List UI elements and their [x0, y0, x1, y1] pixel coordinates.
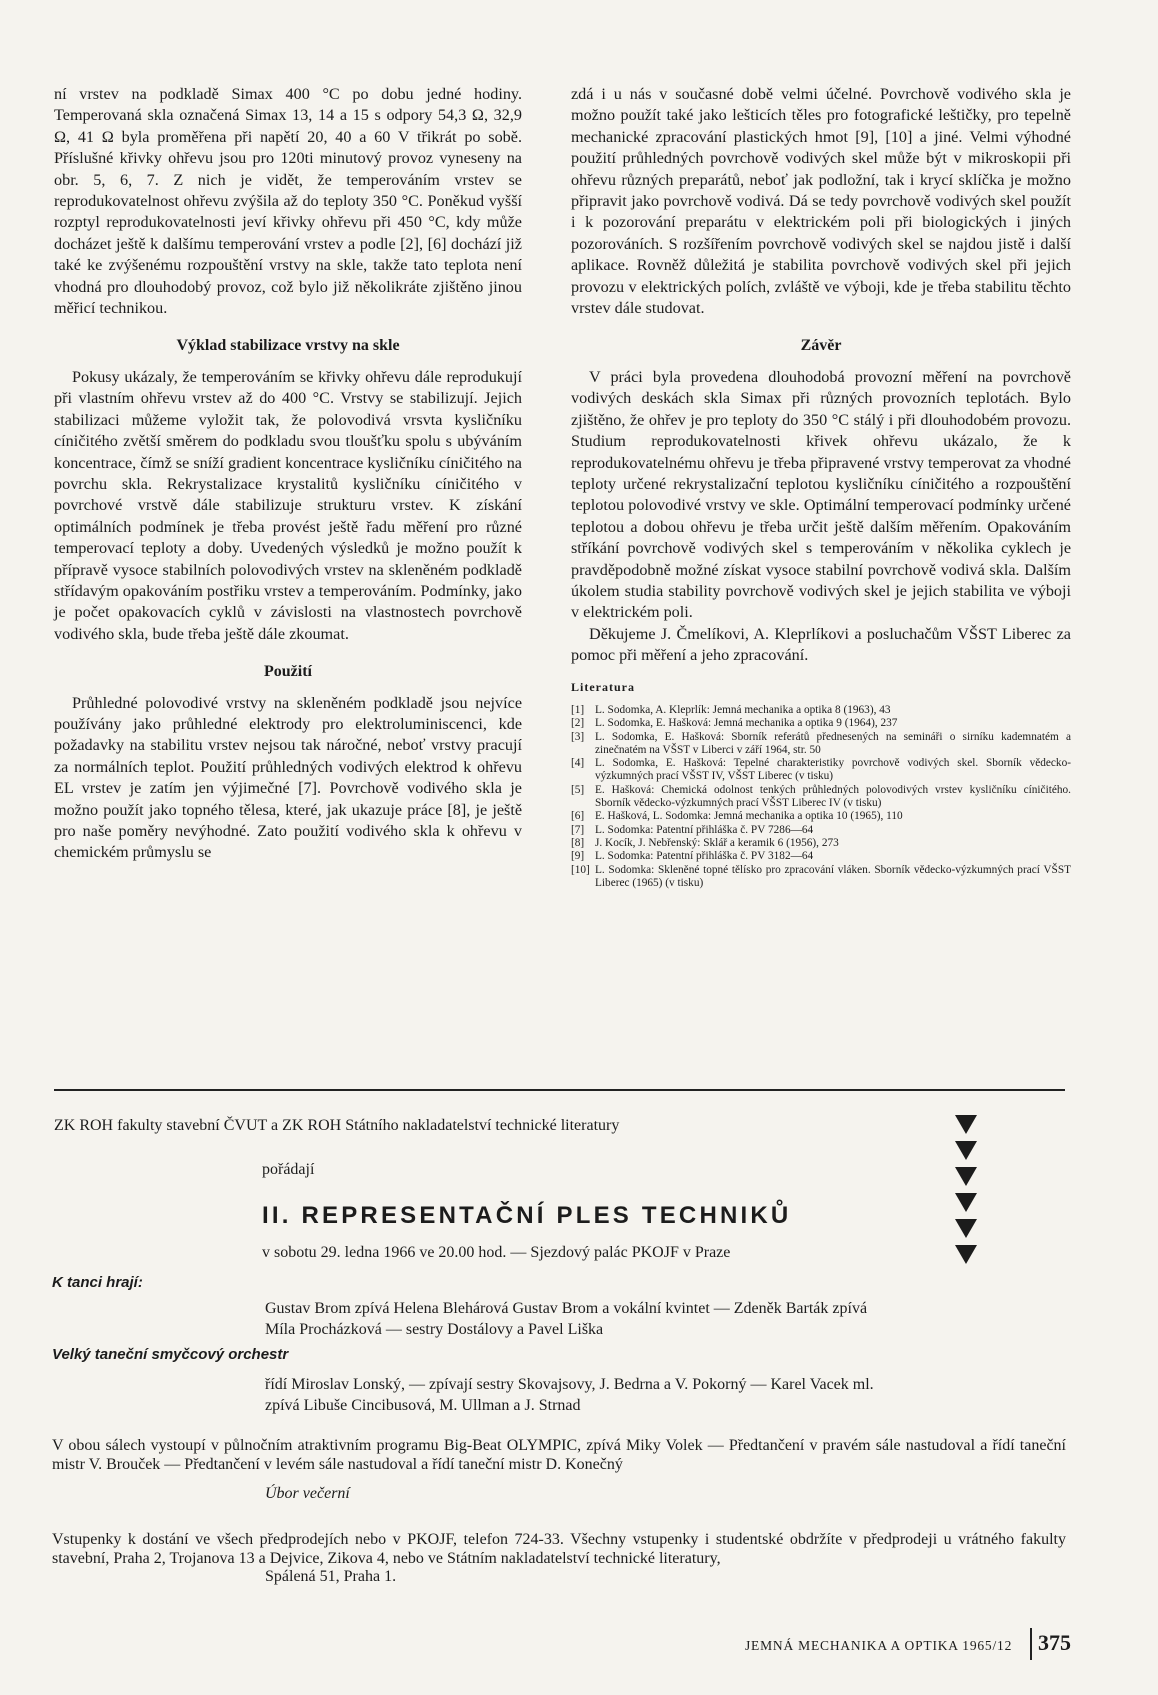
- reference-item: [571, 784, 1071, 811]
- reference-item: [571, 757, 1071, 784]
- ad-k-tanci: K tanci hrají:: [52, 1274, 143, 1291]
- triangle-icon: [955, 1141, 977, 1160]
- paragraph: Pokusy ukázaly, že temperováním se křivky ohřevu dále reprodukují při vlastním ohřevu vrstev až do 400 °C. Vrstvy se stabilizují. Jejich stabilizaci můžeme vyložit tak, že polovodivá vrsvta kysličníku cíničitého zvětší směrem do podkladu svou tloušťku spolu s ubýváním koncentrace, čímž se sníží gradient koncentrace kysličníku cíničitého na povrchu skla. Rekrystalizace krystalitů kysličníku cíničitého v povrchové vrstvě dále stabilizuje strukturu vrstev. K získání optimálních podmínek je třeba provést ještě řadu měření pro různé temperovací teploty a doby. Uvedených výsledků je možno použít k přípravě vysoce stabilních polovodivých vrstev na skleněném podkladě střídavým opakováním postřiku vrstev a temperováním. Podmínky, jako je počet opakovacích cyklů v závislosti na vlastnostech povrchově vodivého skla, bude třeba ještě dále zkoumat.: [54, 367, 522, 643]
- ad-program: V obou sálech vystoupí v půlnočním atraktivním programu Big-Beat OLYMPIC, zpívá Miky Volek — Předtančení v pravém sále nastudoval a řídí taneční mistr V. Brouček — Předtančení v levém sále nastudoval a řídí taneční mistr D. Konečný: [52, 1437, 1066, 1473]
- acknowledgement: Děkujeme J. Čmelíkovi, A. Kleprlíkovi a posluchačům VŠST Liberec za pomoc při měření a jeho zpracování.: [571, 624, 1071, 665]
- ad-organizers: ZK ROH fakulty stavební ČVUT a ZK ROH Státního nakladatelství technické literatury: [54, 1117, 620, 1134]
- reference-text: E. Hašková, L. Sodomka: Jemná mechanika a optika 10 (1965), 110: [595, 810, 903, 823]
- references-list: [571, 704, 1071, 890]
- reference-number: [7]: [571, 823, 585, 836]
- reference-text: J. Kocík, J. Nebřenský: Sklář a keramik 6 (1956), 273: [595, 836, 839, 849]
- triangle-icon: [955, 1219, 977, 1238]
- reference-number: [10]: [571, 863, 590, 876]
- section-heading: Závěr: [800, 337, 842, 355]
- ad-ubor: Úbor večerní: [265, 1485, 350, 1502]
- reference-item: [571, 731, 1071, 758]
- ad-bands-line: řídí Miroslav Lonský, — zpívají sestry Skovajsovy, J. Bedrna a V. Pokorný — Karel Vacek ml.: [265, 1376, 874, 1393]
- journal-footer: JEMNÁ MECHANIKA A OPTIKA 1965/12: [745, 1638, 1013, 1653]
- triangle-icon: [955, 1115, 977, 1134]
- ad-bands-line: Míla Procházková — sestry Dostálovy a Pavel Liška: [265, 1321, 604, 1338]
- divider: [54, 1089, 1065, 1091]
- reference-text: L. Sodomka, E. Hašková: Jemná mechanika a optika 9 (1964), 237: [595, 717, 898, 730]
- left-column: [54, 84, 522, 864]
- triangle-icon: [955, 1193, 977, 1212]
- ad-tickets: Vstupenky k dostání ve všech předprodejích nebo v PKOJF, telefon 724-33. Všechny vstupenky i studentské obdržíte v předprodeji u vrátného fakulty stavební, Praha 2, Trojanova 13 a Dejvice, Zikova 4, nebo ve Státním nakladatelství technické literatury,: [52, 1531, 1066, 1567]
- reference-text: L. Sodomka, E. Hašková: Tepelné charakteristiky povrchově vodivých skel. Sborník vědecko-výzkumných prací VŠST IV, VŠST Liberec (v tisku): [595, 757, 1071, 783]
- triangle-icon: [955, 1245, 977, 1264]
- ad-orchestr: Velký taneční smyčcový orchestr: [52, 1346, 289, 1363]
- paragraph: Průhledné polovodivé vrstvy na skleněném podkladě jsou nejvíce používány jako průhledné elektrody pro elektroluminiscenci, kde požadavky na stabilitu vrstev nejsou tak náročné, neboť vrstvy pracují za normálních teplot. Použití průhledných vodivých elektrod k ohřevu EL vrstev je zatím jen výjimečné [7]. Povrchově vodivého skla je možno použít jako topného tělesa, které, jak ukazuje práce [8], je ještě pro naše poměry nevýhodné. Zato použití vodivého skla k ohřevu v chemickém průmyslu se: [54, 693, 522, 862]
- references-title: Literatura: [571, 679, 635, 694]
- ad-bands-line: Gustav Brom zpívá Helena Blehárová Gustav Brom a vokální kvintet — Zdeněk Barták zpívá: [265, 1300, 868, 1317]
- triangle-icon: [955, 1167, 977, 1186]
- reference-number: [3]: [571, 730, 585, 743]
- paragraph: zdá i u nás v současné době velmi účelné. Povrchově vodivého skla je možno použít také jako lešticích těles pro fotografické leštičky, pro tepelně mechanické zpracování plastických hmot [9], [10] a jiné. Velmi výhodné použití průhledných povrchově vodivých skel může být v mikroskopii při ohřevu různých preparátů, neboť jak podložní, tak i krycí sklíčka je možno připravit jako povrchově vodivá. Dá se tedy povrchově vodivých skel použít i k pozorování preparátu v elektrickém poli při biologických i jiných pozorováních. S rozšířením povrchově vodivých skel se najdou jistě i další aplikace. Rovněž důležitá je stabilita povrchově vodivých skel při jejich provozu v elektrických polích, zvláště ve výboji, kde je třeba stabilitu těchto vrstev dále studovat.: [571, 85, 1071, 318]
- reference-item: [571, 810, 1071, 823]
- paragraph: ní vrstev na podkladě Simax 400 °C po dobu jedné hodiny. Temperovaná skla označená Simax 13, 14 a 15 s odpory 54,3 Ω, 32,9 Ω, 41 Ω byla proměřena při napětí 20, 40 a 60 V třikrát po sobě. Příslušné křivky ohřevu jsou pro 120ti minutový provoz vyneseny na obr. 5, 6, 7. Z nich je vidět, že temperováním vrstev se reprodukovatelnost ohřevu zvýšila až do teploty 350 °C. Poněkud vyšší rozptyl reprodukovatelnosti jeví křivky ohřevu při 450 °C, kdy může docházet ještě k dalšímu temperování vrstev a podle [2], [6] dochází již také ke zvýšenému rozpouštění vrstvy na skle, takže tato teplota není vhodná pro dlouhodobý provoz, což bylo již několikráte zjištěno jinou měřicí technikou.: [54, 85, 522, 318]
- reference-text: E. Hašková: Chemická odolnost tenkých průhledných polovodivých vrstev kysličníku cíničitého. Sborník vědecko-výzkumných prací VŠST Liberec IV (v tisku): [595, 783, 1071, 810]
- reference-number: [2]: [571, 717, 585, 730]
- reference-text: L. Sodomka, A. Kleprlík: Jemná mechanika a optika 8 (1963), 43: [595, 703, 891, 716]
- reference-text: L. Sodomka: Skleněné topné tělísko pro zpracování vláken. Sborník vědecko-výzkumných prací VŠST Liberec (1965) (v tisku): [595, 863, 1071, 889]
- reference-item: [571, 717, 1071, 730]
- section-heading: Použití: [264, 663, 312, 681]
- reference-item: [571, 837, 1071, 850]
- reference-item: [571, 864, 1071, 891]
- ad-poradaji: pořádají: [262, 1161, 315, 1178]
- reference-item: [571, 704, 1071, 717]
- reference-item: [571, 824, 1071, 837]
- page-number: 375: [1038, 1630, 1071, 1655]
- reference-number: [6]: [571, 810, 585, 823]
- right-column: [571, 84, 1071, 890]
- section-heading: Výklad stabilizace vrstvy na skle: [176, 337, 400, 355]
- reference-text: L. Sodomka, E. Hašková: Sborník referátů přednesených na semináři o sirníku kademnatém a zinečnatém na VŠST v Liberci v září 1964, str. 50: [595, 730, 1071, 756]
- reference-text: L. Sodomka: Patentní přihláška č. PV 7286—64: [595, 823, 814, 836]
- reference-item: [571, 850, 1071, 863]
- reference-number: [1]: [571, 703, 585, 716]
- reference-number: [5]: [571, 783, 585, 796]
- reference-number: [8]: [571, 836, 585, 849]
- ad-tickets-last: Spálená 51, Praha 1.: [265, 1568, 397, 1585]
- reference-text: L. Sodomka: Patentní přihláška č. PV 3182—64: [595, 850, 814, 863]
- ad-date-place: v sobotu 29. ledna 1966 ve 20.00 hod. — Sjezdový palác PKOJF v Praze: [262, 1244, 731, 1261]
- paragraph: V práci byla provedena dlouhodobá provozní měření na povrchově vodivých deskách skla Simax při různých provozních teplotách. Bylo zjištěno, že ohřev je pro teploty do 350 °C stálý i při dlouhodobém provozu. Studium reprodukovatelnosti křivek ohřevu ukázalo, že k reprodukovatelnému ohřevu je třeba připravené vrstvy temperovat za vhodné teploty určené rekrystalizační teplotou kysličníku cíničitého a rozpouštění teplotou polovodivé vrstvy ve skle. Optimální temperovací podmínky určené teplotou a dobou ohřevu je třeba určit ještě dalším měřením. Opakováním stříkání povrchově vodivých skel s temperováním v několika cyklech je pravděpodobně možné získat vysoce stabilní povrchově vodivá skla. Dalším úkolem studia stability povrchově vodivých skel je jejich stabilita ve výboji v elektrickém poli.: [571, 367, 1071, 622]
- ad-bands-line: zpívá Libuše Cincibusová, M. Ullman a J. Strnad: [265, 1397, 581, 1414]
- ad-headline: II. REPRESENTAČNÍ PLES TECHNIKŮ: [262, 1202, 792, 1229]
- reference-number: [4]: [571, 757, 585, 770]
- reference-number: [9]: [571, 850, 585, 863]
- footer-separator: [1030, 1628, 1032, 1660]
- triangle-markers: [955, 1115, 985, 1271]
